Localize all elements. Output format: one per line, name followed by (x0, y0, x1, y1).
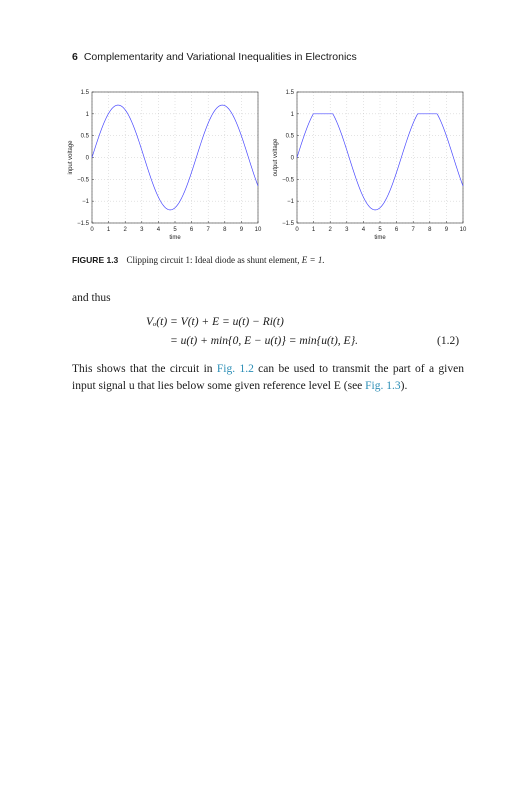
x-tick-label: 2 (123, 227, 127, 233)
equation-line-1: Vₒ(t) = V(t) + E = u(t) − Ri(t) (146, 316, 284, 328)
x-tick-label: 0 (295, 227, 299, 233)
y-tick-label: 0.5 (80, 133, 89, 140)
paragraph-text-c: ). (400, 380, 408, 392)
equation-number: (1.2) (437, 335, 460, 347)
figure-label: FIGURE 1.3 (72, 255, 119, 265)
x-tick-label: 8 (223, 227, 227, 233)
x-tick-label: 8 (428, 227, 432, 233)
y-tick-label: −1.5 (282, 221, 294, 227)
x-tick-label: 7 (206, 227, 210, 233)
x-tick-label: 0 (90, 227, 94, 233)
y-tick-label: −0.5 (282, 177, 294, 184)
x-tick-label: 3 (140, 227, 144, 233)
y-tick-label: 1 (290, 111, 294, 118)
y-tick-label: 0 (85, 155, 89, 162)
running-title: Complementarity and Variational Inequalities in Electronics (83, 51, 357, 63)
page-number: 6 (72, 51, 78, 63)
x-tick-label: 4 (361, 227, 366, 233)
figure-caption (72, 255, 472, 265)
x-tick-label: 4 (156, 227, 161, 233)
x-tick-label: 9 (239, 227, 244, 233)
y-tick-label: 0.5 (285, 133, 294, 140)
x-tick-label: 6 (189, 227, 194, 233)
x-tick-label: 3 (345, 227, 349, 233)
paragraph-conclusion (72, 361, 464, 395)
x-tick-label: 1 (106, 227, 111, 233)
input-voltage-plot (58, 86, 263, 246)
y-tick-label: −1 (82, 199, 89, 206)
paragraph-text-a: This shows that the circuit in (72, 363, 217, 375)
y-tick-label: −1 (287, 199, 294, 206)
x-tick-label: 9 (444, 227, 449, 233)
x-axis-label: time (169, 235, 181, 241)
caption-text: Clipping circuit 1: Ideal diode as shunt element, (126, 255, 300, 265)
y-tick-label: 1.5 (285, 90, 294, 96)
y-tick-label: −0.5 (77, 177, 89, 184)
equation-line-2: = u(t) + min{0, E − u(t)} = min{u(t), E}. (170, 335, 359, 347)
y-axis-label: output voltage (273, 138, 279, 177)
x-tick-label: 1 (311, 227, 316, 233)
paragraph-text-b: can be used to transmit the part of a given input signal u that lies below some given reference level E (see (72, 363, 464, 392)
paragraph-and-thus: and thus (72, 292, 111, 304)
x-tick-label: 5 (378, 227, 382, 233)
y-axis-label: input voltage (68, 140, 74, 175)
figure-1-3 (58, 86, 468, 246)
x-tick-label: 6 (394, 227, 399, 233)
running-head (72, 51, 357, 63)
caption-equation: E = 1. (301, 255, 325, 265)
fig-1-3-link[interactable]: Fig. 1.3 (365, 380, 401, 392)
x-tick-label: 10 (459, 227, 467, 233)
y-tick-label: −1.5 (77, 221, 89, 227)
x-axis-label: time (374, 235, 386, 241)
x-tick-label: 2 (328, 227, 332, 233)
fig-1-2-link[interactable]: Fig. 1.2 (216, 363, 254, 375)
y-tick-label: 1.5 (80, 90, 89, 96)
output-voltage-plot (263, 86, 468, 246)
y-tick-label: 0 (290, 155, 294, 162)
y-tick-label: 1 (85, 111, 89, 118)
x-tick-label: 5 (173, 227, 177, 233)
x-tick-label: 10 (254, 227, 262, 233)
x-tick-label: 7 (411, 227, 415, 233)
